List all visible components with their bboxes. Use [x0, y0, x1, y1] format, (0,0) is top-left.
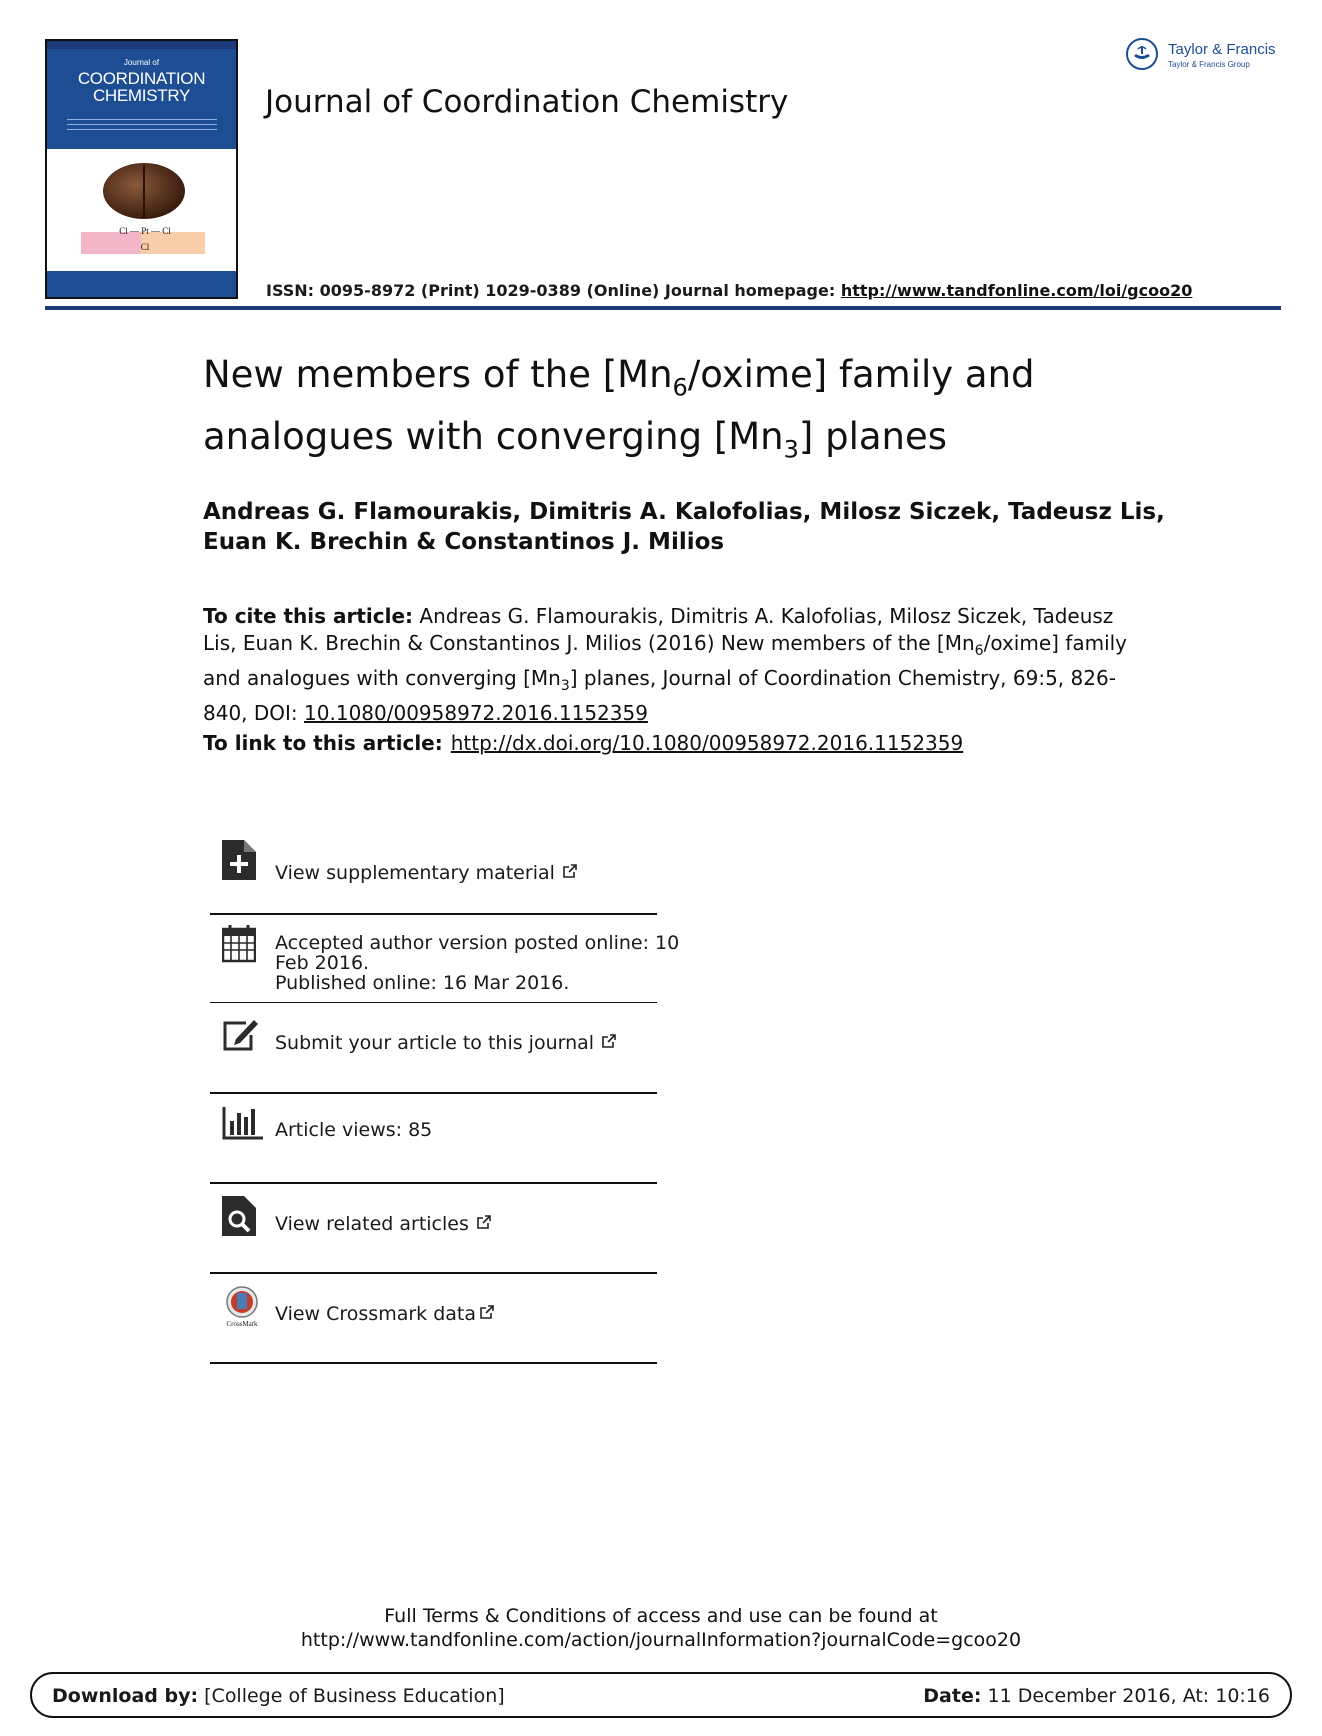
journal-cover-image — [45, 39, 238, 299]
article-title: New members of the $[Mn_6/oxime]$ family and analogues with converging $[Mn_3]$ planes — [203, 353, 1035, 464]
cover-formula: Cl — Pt — Cl Cl — [119, 226, 171, 252]
svg-text:CrossMark: CrossMark — [226, 1320, 258, 1328]
download-date: Date: 11 December 2016, At: 10:16 — [923, 1685, 1270, 1707]
download-info-bar — [30, 1672, 1292, 1718]
issn-line: ISSN: 0095-8972 (Print) 1029-0389 (Online) Journal homepage: http://www.tandfonline.com/loi/gcoo20 — [266, 281, 1193, 300]
crossmark-icon — [222, 1286, 262, 1326]
taylor-francis-logo: Taylor & Francis Taylor & Francis Group — [1126, 38, 1286, 78]
header-divider — [45, 306, 1281, 310]
article-doi-url-link[interactable]: http://dx.doi.org/10.1080/00958972.2016.1152359 — [450, 731, 964, 755]
file-search-icon — [222, 1196, 256, 1236]
edit-icon — [222, 1015, 256, 1055]
external-link-icon — [477, 1215, 491, 1229]
external-link-icon — [563, 864, 577, 878]
submit-article-item[interactable]: Submit your article to this journal — [210, 1015, 657, 1075]
external-link-icon — [480, 1305, 494, 1319]
journal-homepage-link[interactable]: http://www.tandfonline.com/loi/gcoo20 — [840, 281, 1193, 300]
citation-block: To cite this article: Andreas G. Flamourakis, Dimitris A. Kalofolias, Milosz Siczek, Tadeusz Lis, Euan K. Brechin & Constantinos J. Milios (2016) New members of the $[Mn_6/oxime]$ family and analogues with converging $[Mn_3]$ planes, Journal of Coordination Chemistry, 69:5, 826-840, DOI: 10.1080/00958972.2016.1152359 — [203, 604, 1128, 725]
article-views-item: Article views: 85 — [210, 1105, 657, 1165]
doi-link[interactable]: 10.1080/00958972.2016.1152359 — [304, 701, 648, 725]
related-articles-item[interactable]: View related articles — [210, 1196, 657, 1256]
article-link-block — [203, 730, 1133, 757]
bar-chart-icon — [222, 1105, 256, 1145]
article-authors: Andreas G. Flamourakis, Dimitris A. Kalofolias, Milosz Siczek, Tadeusz Lis, Euan K. Brechin & Constantinos J. Milios — [203, 499, 1165, 555]
external-link-icon — [602, 1034, 616, 1048]
cover-editor-lines — [67, 119, 217, 135]
taylor-francis-logo-icon — [1126, 38, 1158, 70]
calendar-icon — [222, 923, 256, 963]
cover-title: Journal of COORDINATION CHEMISTRY — [77, 58, 206, 105]
cover-bottom-band — [47, 271, 236, 297]
citation-label: To cite this article: — [203, 604, 414, 628]
download-by: Download by: [College of Business Education] — [52, 1685, 505, 1707]
terms-url-link[interactable]: http://www.tandfonline.com/action/journalInformation?journalCode=gcoo20 — [300, 1629, 1022, 1651]
terms-and-conditions: Full Terms & Conditions of access and use can be found at http://www.tandfonline.com/action/journalInformation?journalCode=gcoo20 — [0, 1604, 1322, 1652]
publication-dates-item: Accepted author version posted online: 10 Feb 2016. Published online: 16 Mar 2016. — [210, 923, 657, 998]
file-plus-icon — [222, 840, 256, 880]
cover-top-band — [47, 41, 236, 49]
crossmark-item[interactable]: CrossMark View Crossmark data — [210, 1286, 657, 1346]
article-link-label: To link to this article: — [203, 731, 443, 755]
journal-name: Journal of Coordination Chemistry — [265, 84, 789, 120]
supplementary-material-item[interactable]: View supplementary material — [210, 840, 657, 900]
